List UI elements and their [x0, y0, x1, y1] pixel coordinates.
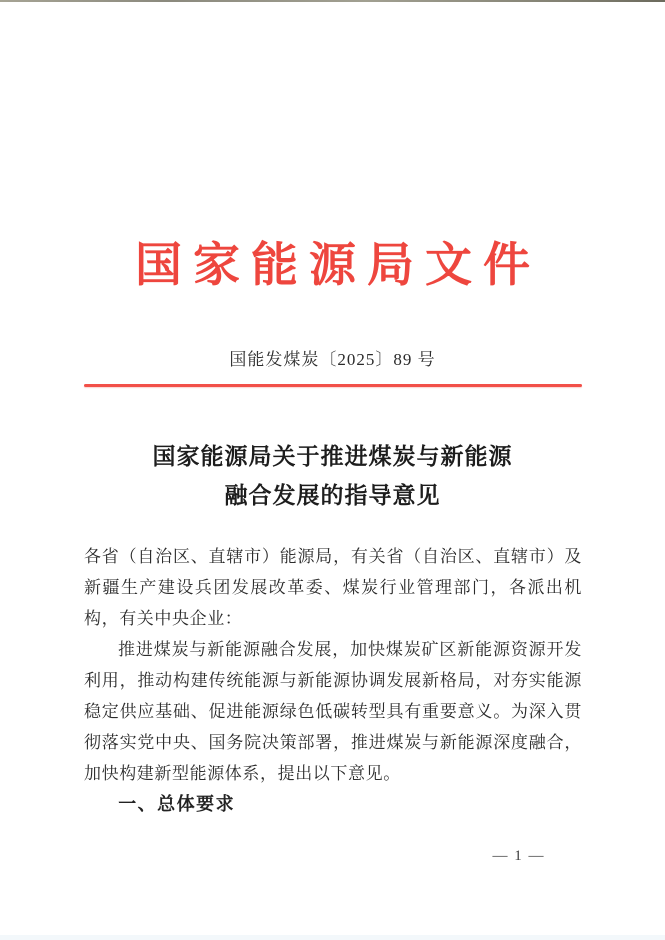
doc-title-line1: 国家能源局关于推进煤炭与新能源: [152, 444, 513, 469]
scan-edge-bottom-artifact: [0, 935, 665, 940]
document-body: [84, 541, 582, 820]
doc-title: [0, 437, 665, 515]
body-paragraph: 推进煤炭与新能源融合发展，加快煤炭矿区新能源资源开发利用，推动构建传统能源与新能源协调发展新格局，对夯实能源稳定供应基础、促进能源绿色低碳转型具有重要意义。为深入贯彻落实党中央、国务院决策部署，推进煤炭与新能源深度融合，加快构建新型能源体系，提出以下意见。: [84, 640, 582, 783]
doc-number: 国能发煤炭〔2025〕89 号: [229, 350, 436, 369]
agency-header-title: 国家能源局文件: [135, 240, 541, 292]
page-number: — 1 —: [492, 848, 545, 864]
section-heading: 一、总体要求: [118, 794, 236, 814]
red-divider-line: [84, 384, 582, 387]
doc-title-line2: 融合发展的指导意见: [224, 483, 441, 508]
recipients-paragraph: 各省（自治区、直辖市）能源局，有关省（自治区、直辖市）及新疆生产建设兵团发展改革委、煤炭行业管理部门，各派出机构，有关中央企业：: [84, 547, 582, 628]
scan-edge-top-artifact: [0, 0, 665, 2]
